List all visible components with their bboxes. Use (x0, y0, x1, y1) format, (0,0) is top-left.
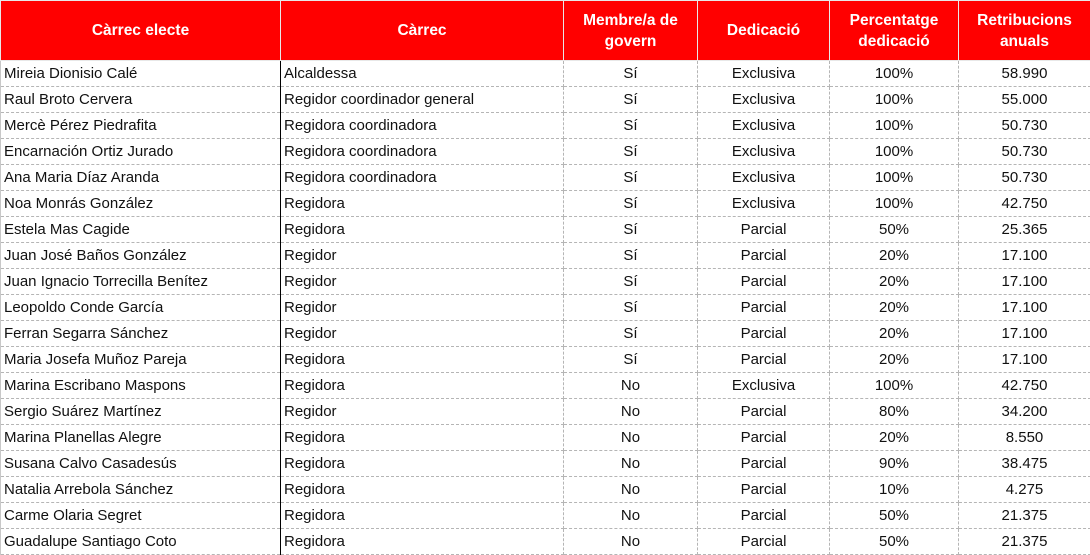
cell-name: Juan José Baños González (1, 243, 281, 269)
cell-dedication-percentage: 50% (830, 503, 959, 529)
cell-government-member: No (564, 477, 698, 503)
cell-annual-salary: 58.990 (959, 61, 1090, 87)
cell-position: Regidora coordinadora (281, 113, 564, 139)
cell-dedication-percentage: 10% (830, 477, 959, 503)
header-percentatge-dedicacio: Percentatge dedicació (830, 1, 959, 61)
table-header (1, 1, 1090, 61)
cell-name: Natalia Arrebola Sánchez (1, 477, 281, 503)
cell-dedication-percentage: 20% (830, 269, 959, 295)
cell-name: Marina Planellas Alegre (1, 425, 281, 451)
table-row (1, 61, 1090, 87)
cell-name: Leopoldo Conde García (1, 295, 281, 321)
table-row (1, 477, 1090, 503)
table-row (1, 373, 1090, 399)
cell-name: Maria Josefa Muñoz Pareja (1, 347, 281, 373)
cell-dedication-percentage: 100% (830, 139, 959, 165)
cell-government-member: No (564, 399, 698, 425)
cell-position: Regidor (281, 295, 564, 321)
cell-position: Regidora (281, 529, 564, 555)
cell-position: Regidora coordinadora (281, 165, 564, 191)
cell-dedication: Parcial (698, 529, 830, 555)
cell-annual-salary: 50.730 (959, 139, 1090, 165)
cell-dedication-percentage: 20% (830, 295, 959, 321)
cell-dedication: Exclusiva (698, 165, 830, 191)
cell-government-member: Sí (564, 191, 698, 217)
cell-position: Alcaldessa (281, 61, 564, 87)
cell-position: Regidor coordinador general (281, 87, 564, 113)
cell-position: Regidora (281, 477, 564, 503)
cell-position: Regidor (281, 321, 564, 347)
cell-position: Regidora coordinadora (281, 139, 564, 165)
header-retribucions-anuals: Retribucions anuals (959, 1, 1090, 61)
cell-dedication-percentage: 100% (830, 165, 959, 191)
cell-annual-salary: 17.100 (959, 321, 1090, 347)
cell-government-member: Sí (564, 87, 698, 113)
table-row (1, 243, 1090, 269)
cell-dedication: Parcial (698, 243, 830, 269)
cell-dedication-percentage: 100% (830, 113, 959, 139)
cell-name: Noa Monrás González (1, 191, 281, 217)
cell-dedication-percentage: 80% (830, 399, 959, 425)
cell-name: Ferran Segarra Sánchez (1, 321, 281, 347)
cell-dedication-percentage: 20% (830, 243, 959, 269)
cell-government-member: No (564, 529, 698, 555)
cell-name: Raul Broto Cervera (1, 87, 281, 113)
cell-dedication: Parcial (698, 399, 830, 425)
cell-dedication-percentage: 50% (830, 529, 959, 555)
cell-government-member: Sí (564, 243, 698, 269)
table-row (1, 191, 1090, 217)
cell-dedication: Exclusiva (698, 61, 830, 87)
cell-name: Marina Escribano Maspons (1, 373, 281, 399)
cell-government-member: No (564, 425, 698, 451)
cell-dedication: Parcial (698, 347, 830, 373)
cell-position: Regidora (281, 425, 564, 451)
header-row (1, 1, 1090, 61)
cell-position: Regidora (281, 503, 564, 529)
cell-annual-salary: 21.375 (959, 529, 1090, 555)
table-row (1, 321, 1090, 347)
cell-dedication-percentage: 100% (830, 373, 959, 399)
cell-dedication-percentage: 20% (830, 347, 959, 373)
cell-government-member: Sí (564, 165, 698, 191)
table-row (1, 269, 1090, 295)
cell-government-member: No (564, 373, 698, 399)
cell-government-member: Sí (564, 347, 698, 373)
table-row (1, 295, 1090, 321)
cell-name: Mireia Dionisio Calé (1, 61, 281, 87)
cell-annual-salary: 17.100 (959, 269, 1090, 295)
cell-dedication: Parcial (698, 295, 830, 321)
cell-position: Regidor (281, 399, 564, 425)
header-dedicacio: Dedicació (698, 1, 830, 61)
cell-name: Sergio Suárez Martínez (1, 399, 281, 425)
cell-annual-salary: 25.365 (959, 217, 1090, 243)
cell-dedication: Exclusiva (698, 87, 830, 113)
cell-annual-salary: 55.000 (959, 87, 1090, 113)
cell-dedication: Exclusiva (698, 113, 830, 139)
cell-dedication-percentage: 100% (830, 191, 959, 217)
cell-annual-salary: 50.730 (959, 165, 1090, 191)
cell-dedication-percentage: 50% (830, 217, 959, 243)
table-row (1, 139, 1090, 165)
cell-name: Carme Olaria Segret (1, 503, 281, 529)
table-row (1, 165, 1090, 191)
cell-name: Mercè Pérez Piedrafita (1, 113, 281, 139)
table-body (1, 61, 1090, 555)
cell-government-member: Sí (564, 295, 698, 321)
cell-government-member: No (564, 451, 698, 477)
cell-annual-salary: 42.750 (959, 373, 1090, 399)
cell-dedication: Parcial (698, 269, 830, 295)
table-row (1, 399, 1090, 425)
cell-annual-salary: 17.100 (959, 347, 1090, 373)
cell-name: Ana Maria Díaz Aranda (1, 165, 281, 191)
table-row (1, 425, 1090, 451)
header-membre-govern: Membre/a de govern (564, 1, 698, 61)
cell-position: Regidora (281, 217, 564, 243)
cell-position: Regidora (281, 191, 564, 217)
cell-government-member: Sí (564, 139, 698, 165)
cell-annual-salary: 17.100 (959, 243, 1090, 269)
cell-position: Regidor (281, 243, 564, 269)
cell-dedication: Parcial (698, 217, 830, 243)
cell-annual-salary: 34.200 (959, 399, 1090, 425)
cell-dedication: Parcial (698, 425, 830, 451)
cell-annual-salary: 50.730 (959, 113, 1090, 139)
cell-annual-salary: 17.100 (959, 295, 1090, 321)
cell-dedication: Exclusiva (698, 191, 830, 217)
cell-government-member: Sí (564, 321, 698, 347)
cell-name: Juan Ignacio Torrecilla Benítez (1, 269, 281, 295)
cell-government-member: Sí (564, 269, 698, 295)
cell-annual-salary: 38.475 (959, 451, 1090, 477)
cell-name: Susana Calvo Casadesús (1, 451, 281, 477)
table-row (1, 503, 1090, 529)
table-row (1, 529, 1090, 555)
cell-dedication: Exclusiva (698, 373, 830, 399)
cell-position: Regidora (281, 451, 564, 477)
cell-position: Regidora (281, 373, 564, 399)
cell-annual-salary: 21.375 (959, 503, 1090, 529)
cell-position: Regidora (281, 347, 564, 373)
table-row (1, 347, 1090, 373)
cell-government-member: Sí (564, 217, 698, 243)
cell-government-member: Sí (564, 61, 698, 87)
cell-government-member: No (564, 503, 698, 529)
cell-name: Encarnación Ortiz Jurado (1, 139, 281, 165)
header-carrec: Càrrec (281, 1, 564, 61)
cell-name: Estela Mas Cagide (1, 217, 281, 243)
cell-dedication: Parcial (698, 477, 830, 503)
cell-annual-salary: 8.550 (959, 425, 1090, 451)
table-row (1, 217, 1090, 243)
cell-dedication: Parcial (698, 451, 830, 477)
cell-dedication: Parcial (698, 321, 830, 347)
cell-government-member: Sí (564, 113, 698, 139)
cell-annual-salary: 4.275 (959, 477, 1090, 503)
cell-annual-salary: 42.750 (959, 191, 1090, 217)
cell-dedication-percentage: 20% (830, 321, 959, 347)
cell-dedication-percentage: 90% (830, 451, 959, 477)
table-row (1, 113, 1090, 139)
table-row (1, 87, 1090, 113)
cell-dedication-percentage: 20% (830, 425, 959, 451)
header-carrec-electe: Càrrec electe (1, 1, 281, 61)
cell-position: Regidor (281, 269, 564, 295)
table-row (1, 451, 1090, 477)
cell-dedication-percentage: 100% (830, 61, 959, 87)
cell-dedication: Parcial (698, 503, 830, 529)
cell-name: Guadalupe Santiago Coto (1, 529, 281, 555)
cell-dedication-percentage: 100% (830, 87, 959, 113)
cell-dedication: Exclusiva (698, 139, 830, 165)
